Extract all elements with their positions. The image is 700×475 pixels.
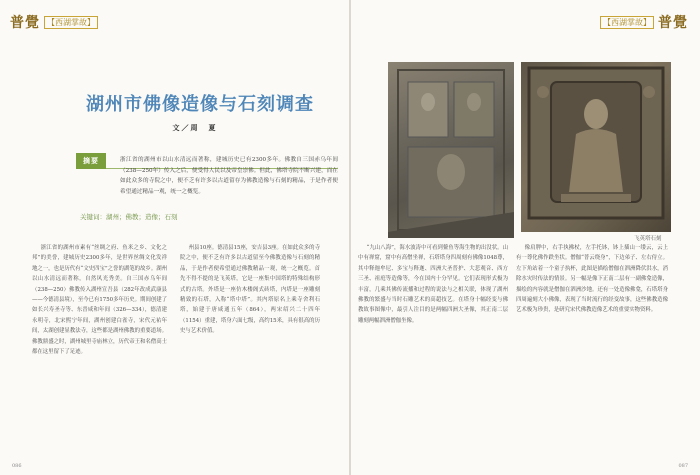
article-author: 文／周 夏: [172, 123, 218, 132]
stone-relief-photo: [388, 62, 514, 238]
body-column-2: 州县10座。德清县15座，安吉县3座。在如此众多的寺院之中，便不乏有许多以古道留至今佛教造像与石刻的精品，于是作者便希望通过佛教精品一观，统一之概览。首先不得不提的是飞英塔，它是一座集中国塔的特殊结构形式的古塔。外塔是一座仿木楼阁式砖塔，内塔是一座雕刻精致的石塔，入称“塔中塔”。其内塔原名上乘寺舍利石塔，始建于唐咸通五年（864），两宋绍兴二十四年（1154）重建，塔身六面七级，高约15米，具有很高的历史与艺术价值。: [180, 245, 320, 335]
body-column-4: 像肩胛中，右手执拂杖，左手托钵，钵上插山一缕云，云上有一尊化佛作跌坐状。僧伽“普云绕身”，下边弟子、左右侍立。左下角站着一个童子执杯，此图是描绘僧伽在泗洲降伏洪水，消除水灾时传法的情景。另一幅是像下正南二层有一副佛龛造像，描绘的内容就是僧伽在泗洲沙地。还有一处造像佛龛，石塔塔身四周遍刻大小佛像，表现了当时流行的经变故事，这些佛教造像艺术极为珍贵，是研究宋代佛教造像艺术的重要实物资料。: [516, 245, 668, 314]
photo-caption: 飞英塔石刻: [634, 236, 662, 242]
header-left: [10, 12, 98, 32]
keywords: 关键词：湖州；佛教；造像；石刻: [80, 213, 178, 221]
body-column-1: 浙江省的湖州市素有“丝绸之府、鱼米之乡、文化之邦”的美誉，建城历史2300多年，是世界丝绸文化发祥地之一，也是历代有“文史四宝”之誉的湖笔的故乡。湖州以山水清远而著称，自然风光秀美。自三国赤乌年间（238—250）佛教传入湖州宣吾县（282年改成武康县——今德清县境），至今已有1750多年历史。期间创建了如长兴寿圣寺等、东晋咸和年间（326—334），德清建永明寺，北宋熙宁年间，湖州创建白雀寺，宋代元祐年间，太湖创建显教法寺，这些都是湖州佛教的重要道场。佛教鼎盛之时，湖州城里寺庙林立，历代帝王和名僧高士都在这里留下了足迹。: [32, 245, 167, 356]
abstract-label: 摘要: [76, 153, 106, 169]
page-gutter: [349, 0, 351, 475]
page-number-right: 087: [678, 463, 688, 469]
section-label: 【西湖掌故】: [600, 16, 654, 29]
section-label: 【西湖掌故】: [44, 16, 98, 29]
header-right: [600, 12, 688, 32]
abstract-text: 浙江省的湖州市以山水清远而著称，建城历史已有2300多年。佛教自三国赤乌年间（238—250年）传入之后，便受得人民以及帝皇崇佛。但此，佛塔寺院不断兴建，而在如此众多的寺院之中，便不乏有许多以古道留存为佛教造像与石刻的精品，于是作者便希望通过精品一观，统一之概览。: [120, 157, 338, 195]
body-column-3: “九山八海”，海水波涛中可看到鳌鱼等海生物的出没状。山中有禅窟，窟中有高僧坐禅，石塔塔身四周刻有佛像1048尊，其中释迦牟尼、多宝与释迦、四洲大圣普护、大悲观音、西方三圣、祖庭等造像等，今在国内十分罕见。它们表现形式极为丰富，几乘其佛传流播和过程的说法与之相关联，体现了湖州佛教的繁盛与当时石雕艺术的高超技艺。在塔身十幅经变与佛教故事图像中，最引人注目的是两幅四洲大圣像，其正南二层雕刻两幅泗洲僧伽坐像。: [358, 245, 508, 324]
brand-logo: 普覺: [10, 15, 40, 31]
article-title: 湖州市佛像造像与石刻调查: [86, 94, 314, 115]
photo-stone-relief: [388, 62, 514, 238]
page-number-left: 086: [12, 463, 22, 469]
buddha-niche-photo: [521, 62, 671, 232]
photo-stone-buddha: [521, 62, 671, 232]
brand-logo: 普覺: [658, 15, 688, 31]
